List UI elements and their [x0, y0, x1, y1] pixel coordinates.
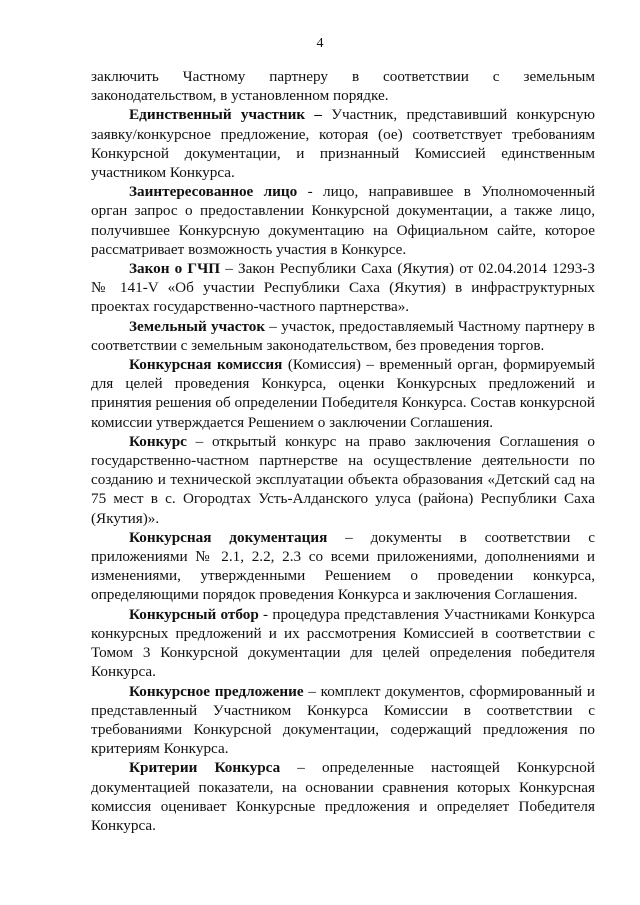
- definition-term: Конкурсный отбор: [129, 605, 259, 623]
- definition-term: Конкурсное предложение: [129, 682, 304, 700]
- definition-text: – документы в соответствии с приложениями № 2.1, 2.2, 2.3 со всеми приложениями, дополнениями и изменениями, утвержденными Решением о проведении конкурса, определяющими порядок проведения Конкурса и заключения Соглашения.: [91, 528, 595, 604]
- definition-term: Единственный участник –: [129, 106, 322, 124]
- definition-text: Участник, представивший конкурсную заявку/конкурсное предложение, которая (ое) соответствует требованиям Конкурсной документации, и признанный Комиссией единственным участником Конкурса.: [91, 106, 595, 182]
- definition-text: (Комиссия) – временный орган, формируемый для целей проведения Конкурса, оценки Конкурсных предложений и принятия решения об определении Победителя Конкурса. Состав конкурсной комиссии утверждается Решением о заключении Соглашения.: [91, 356, 595, 431]
- definition-text: – определенные настоящей Конкурсной документацией показатели, на основании сравнения которых Конкурсная комиссия оценивает Конкурсные предложения и определяет Победителя Конкурса.: [91, 759, 595, 834]
- definition-text: – открытый конкурс на право заключения Соглашения о государственно-частном партнерстве на осуществление деятельности по созданию и технической эксплуатации объекта образования «Детский сад на 75 мест в с. Огородтах Усть-Алданского улуса (района) Республики Саха (Якутия)».: [91, 432, 595, 527]
- definition-text: – участок, предоставляемый Частному партнеру в соответствии с земельным законодательством, без проведения торгов.: [91, 317, 595, 354]
- definition-term: Заинтересованное лицо: [129, 183, 298, 201]
- definition-competition: [91, 432, 595, 528]
- definition-term: Критерии Конкурса: [129, 759, 281, 777]
- definition-term: Земельный участок: [129, 317, 266, 335]
- definition-text: – комплект документов, сформированный и представленный Участником Конкурса Комиссии в соответствии с требованиями Конкурсной документации, содержащий предложения по критериям Конкурса.: [91, 682, 595, 758]
- definition-sole-participant: [91, 105, 595, 182]
- definition-ppp-law: [91, 259, 595, 317]
- paragraph-continuation: [91, 67, 595, 105]
- page-number: 4: [316, 36, 324, 51]
- definition-interested-person: [91, 182, 595, 259]
- definition-text: - процедура представления Участниками Конкурса конкурсных предложений и их рассмотрения Комиссией в соответствии с Томом 3 Конкурсной документации для целей определения победителя Конкурса.: [91, 605, 595, 681]
- definition-competition-criteria: [91, 758, 595, 835]
- definition-term: Закон о ГЧП: [129, 260, 221, 278]
- paragraph-text: заключить Частному партнеру в соответствии с земельным законодательством, в установленном порядке.: [91, 68, 595, 105]
- definition-land-plot: [91, 317, 595, 355]
- definition-term: Конкурсная документация: [129, 528, 328, 546]
- definition-competitive-proposal: [91, 682, 595, 759]
- definition-text: – Закон Республики Саха (Якутия) от 02.04.2014 1293-З № 141-V «Об участии Республики Саха (Якутия) в инфраструктурных проектах государственно-частного партнерства».: [91, 260, 595, 316]
- definition-competition-documentation: [91, 528, 595, 605]
- definition-term: Конкурсная комиссия: [129, 356, 283, 374]
- definition-term: Конкурс: [129, 432, 187, 450]
- definition-text: - лицо, направившее в Уполномоченный орган запрос о предоставлении Конкурсной документации, а также лицо, получившее Конкурсную документацию на Официальном сайте, которое рассматривает возможность участия в Конкурсе.: [91, 183, 595, 258]
- document-body: [91, 67, 595, 835]
- definition-competition-commission: [91, 355, 595, 432]
- definition-competitive-selection: [91, 605, 595, 682]
